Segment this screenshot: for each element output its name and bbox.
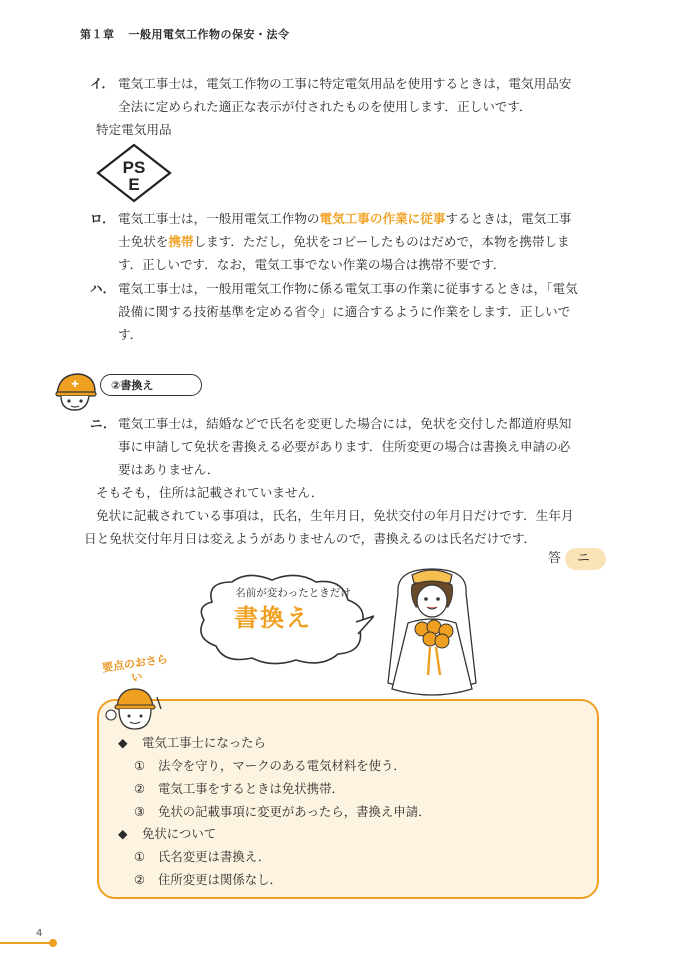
answer-label: 答	[548, 551, 562, 566]
item-marker: ニ．	[90, 416, 116, 431]
helmet-character-icon	[53, 370, 99, 414]
item-line: 設備に関する技術基準を定める省令」に適合するように作業をします．正しいで	[118, 304, 571, 319]
item-marker: イ．	[90, 76, 115, 91]
footer-rule	[0, 942, 52, 944]
item-line: す．正しいです．なお，電気工事でない作業の場合は携帯不要です．	[118, 257, 506, 272]
summary-item: ② 住所変更は関係なし．	[134, 872, 282, 887]
item-line: 電気工事士は，一般用電気工作物の電気工事の作業に従事するときは，電気工事	[118, 211, 572, 226]
pse-mark-top: PS	[122, 158, 146, 177]
summary-section-title: ◆ 免状について	[118, 823, 216, 845]
diamond-bullet-icon: ◆	[118, 826, 128, 841]
cloud-caption: 名前が変わったときだけ	[235, 587, 351, 599]
paragraph-line: 免状に記載されている事項は，氏名，生年月日，免状交付の年月日だけです．生年月	[96, 508, 574, 523]
pse-caption: 特定電気用品	[96, 122, 172, 137]
mascot-character-icon	[105, 683, 165, 735]
footer-dot-icon	[49, 939, 57, 947]
bride-illustration-icon	[368, 563, 498, 703]
item-line: 士免状を携帯します．ただし，免状をコピーしたものはだめで，本物を携帯しま	[118, 234, 570, 249]
answer-badge	[548, 548, 606, 570]
mascot-label: 要点のおさらい	[101, 652, 169, 685]
summary-section-title: ◆ 電気工事士になったら	[118, 732, 266, 754]
item-line: 要はありません．	[118, 462, 220, 477]
chapter-title: 一般用電気工作物の保安・法令	[128, 28, 290, 41]
summary-item: ① 法令を守り，マークのある電気材料を使う．	[134, 758, 406, 773]
answer-item-i	[90, 72, 602, 118]
answer-item-ha	[90, 277, 602, 346]
answer-item-ro	[90, 207, 602, 276]
item-marker: ハ．	[90, 281, 116, 296]
item-marker: ロ．	[90, 211, 115, 226]
item-line: 電気工事士は，電気工作物の工事に特定電気用品を使用するときは，電気用品安	[118, 76, 572, 91]
item-line: 全法に定められた適正な表示が付されたものを使用します．正しいです．	[118, 99, 532, 114]
answer-value: ニ	[565, 548, 606, 570]
item-line: す．	[118, 327, 143, 342]
answer-item-ni	[90, 412, 602, 481]
chapter-number: 第１章	[80, 28, 115, 41]
subheading-bubble: ②書換え	[100, 374, 202, 396]
item-line: 電気工事士は，一般用電気工作物に係る電気工事の作業に従事するときは，「電気	[118, 281, 578, 296]
summary-item: ② 電気工事をするときは免状携帯．	[134, 781, 344, 796]
pse-diamond-icon	[96, 143, 172, 203]
summary-item: ① 氏名変更は書換え．	[134, 849, 271, 864]
highlight-text: 電気工事の作業に従事	[319, 211, 446, 226]
cloud-title: 書換え	[234, 604, 312, 632]
summary-item: ③ 免状の記載事項に変更があったら，書換え申請．	[134, 804, 431, 819]
highlight-text: 携帯	[168, 234, 194, 249]
svg-text:✚: ✚	[71, 380, 79, 390]
item-line: 電気工事士は，結婚などで氏名を変更した場合には，免状を交付した都道府県知	[118, 416, 572, 431]
pse-mark-bottom: E	[128, 175, 140, 194]
item-line: 事に申請して免状を書換える必要があります．住所変更の場合は書換え申請の必	[118, 439, 571, 454]
paragraph-line: 日と免状交付年月日は変えようがありませんので，書換えるのは氏名だけです．	[84, 531, 537, 546]
diamond-bullet-icon: ◆	[118, 735, 128, 750]
chapter-header	[80, 26, 290, 42]
page-number: 4	[36, 928, 43, 939]
paragraph: そもそも，住所は記載されていません．	[96, 485, 324, 500]
